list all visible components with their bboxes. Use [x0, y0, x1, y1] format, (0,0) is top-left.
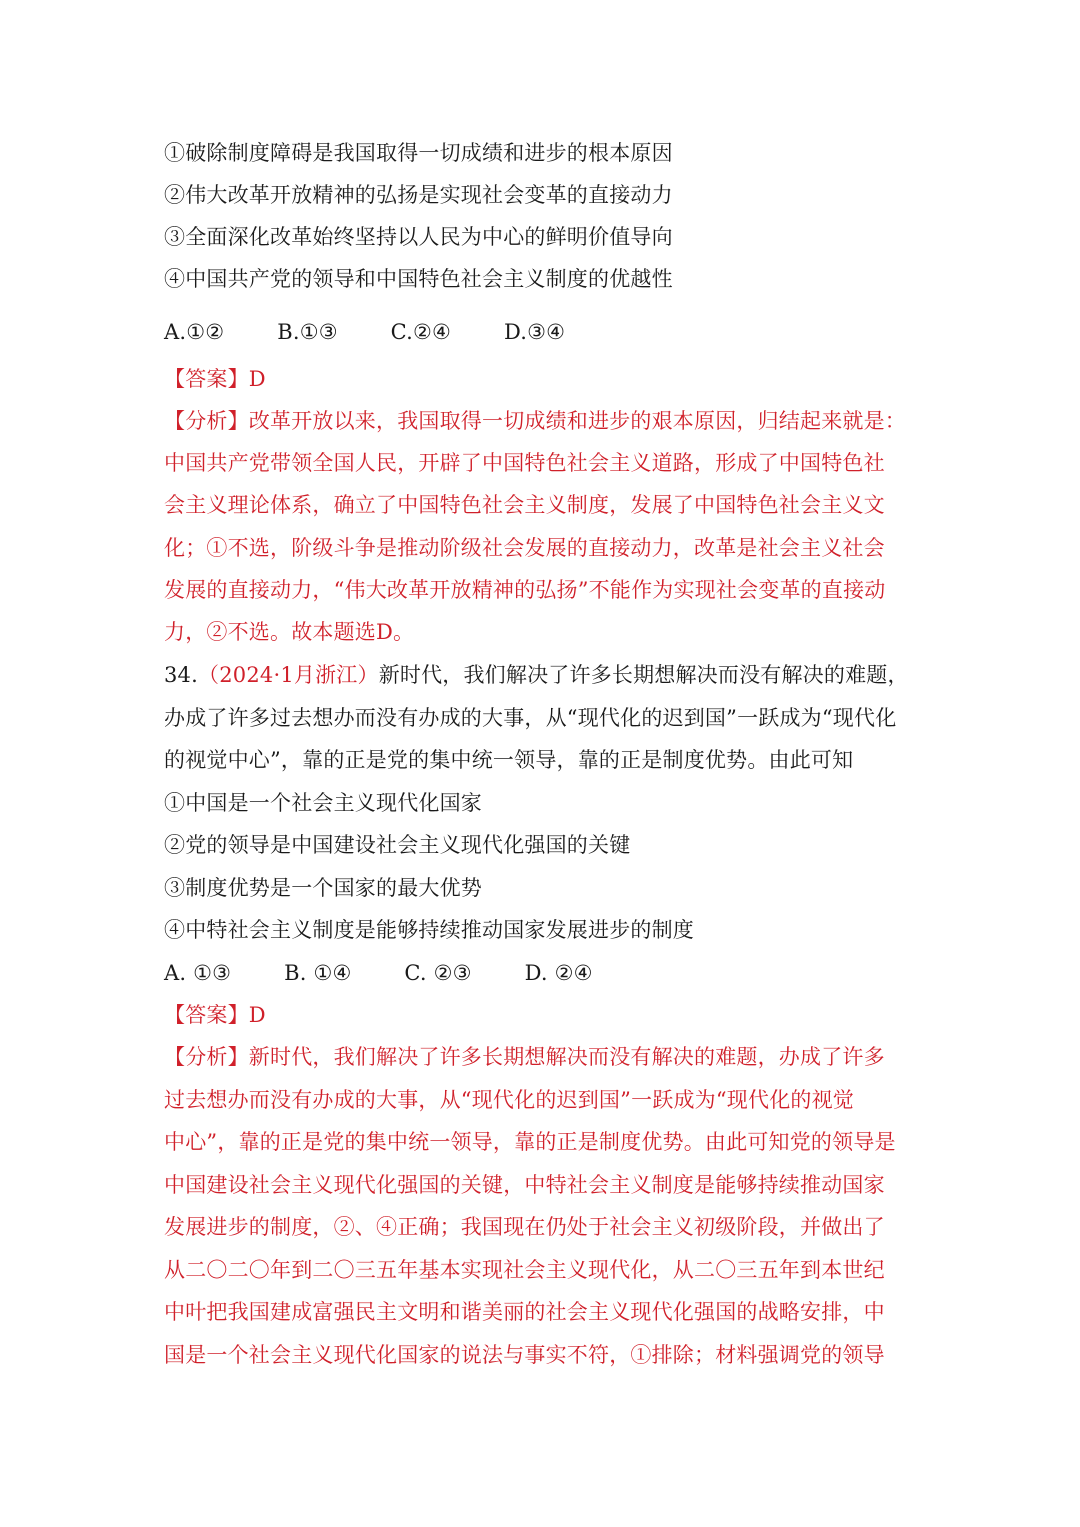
q34-option-b: B. ①④	[284, 961, 352, 985]
q34-stem-line-1	[164, 660, 924, 690]
q34-analysis-line-5: 发展进步的制度，②、④正确；我国现在仍处于社会主义初级阶段，并做出了	[164, 1215, 885, 1239]
q34-analysis-line-1: 【分析】新时代，我们解决了许多长期想解决而没有解决的难题，办成了许多	[164, 1045, 885, 1069]
q33-analysis-line-1: 【分析】改革开放以来，我国取得一切成绩和进步的艰本原因，归结起来就是：	[164, 409, 906, 433]
q33-option-b: B.①③	[277, 320, 338, 344]
q34-analysis-line-7: 中叶把我国建成富强民主文明和谐美丽的社会主义现代化强国的战略安排，中	[164, 1300, 885, 1324]
q33-analysis-line-3: 会主义理论体系，确立了中国特色社会主义制度，发展了中国特色社会主义文	[164, 493, 885, 517]
q33-statement-4: ④中国共产党的领导和中国特色社会主义制度的优越性	[164, 267, 673, 291]
q34-analysis-line-2: 过去想办而没有办成的大事，从“现代化的迟到国”一跃成为“现代化的视觉	[164, 1088, 855, 1112]
q33-option-d: D.③④	[503, 320, 566, 344]
q34-options	[164, 958, 924, 988]
q34-analysis-line-3: 中心”，靠的正是党的集中统一领导，靠的正是制度优势。由此可知党的领导是	[164, 1130, 896, 1154]
q34-statement-2: ②党的领导是中国建设社会主义现代化强国的关键	[164, 833, 631, 857]
q34-analysis-line-6: 从二〇二〇年到二〇三五年基本实现社会主义现代化，从二〇三五年到本世纪	[164, 1258, 885, 1282]
q33-answer: 【答案】D	[164, 367, 266, 391]
q33-options	[164, 317, 924, 347]
q34-statement-3: ③制度优势是一个国家的最大优势	[164, 876, 482, 900]
q34-statement-4: ④中特社会主义制度是能够持续推动国家发展进步的制度	[164, 918, 694, 942]
q34-stem-line-2: 办成了许多过去想办而没有办成的大事，从“现代化的迟到国”一跃成为“现代化	[164, 706, 897, 730]
q33-statement-1: ①破除制度障碍是我国取得一切成绩和进步的根本原因	[164, 141, 673, 165]
q34-answer: 【答案】D	[164, 1003, 266, 1027]
q33-option-c: C.②④	[390, 320, 452, 344]
q34-analysis-line-8: 国是一个社会主义现代化国家的说法与事实不符，①排除；材料强调党的领导	[164, 1343, 885, 1367]
q34-stem-text-1: 新时代，我们解决了许多长期想解决而没有解决的难题，	[378, 663, 909, 687]
q34-option-a: A. ①③	[164, 961, 232, 985]
q33-statement-2: ②伟大改革开放精神的弘扬是实现社会变革的直接动力	[164, 183, 673, 207]
q33-statement-3: ③全面深化改革始终坚持以人民为中心的鲜明价值导向	[164, 225, 673, 249]
q34-option-c: C. ②③	[404, 961, 472, 985]
q34-number: 34.	[164, 663, 198, 687]
q33-analysis-line-6: 力，②不选。故本题选D。	[164, 620, 415, 644]
q34-analysis-line-4: 中国建设社会主义现代化强国的关键，中特社会主义制度是能够持续推动国家	[164, 1173, 885, 1197]
q33-analysis-line-2: 中国共产党带领全国人民，开辟了中国特色社会主义道路，形成了中国特色社	[164, 451, 885, 475]
q33-analysis-line-4: 化；①不选，阶级斗争是推动阶级社会发展的直接动力，改革是社会主义社会	[164, 536, 885, 560]
q34-option-d: D. ②④	[524, 961, 593, 985]
q33-option-a: A.①②	[164, 320, 225, 344]
q34-stem-line-3: 的视觉中心”，靠的正是党的集中统一领导，靠的正是制度优势。由此可知	[164, 748, 854, 772]
q33-analysis-line-5: 发展的直接动力，“伟大改革开放精神的弘扬”不能作为实现社会变革的直接动	[164, 578, 886, 602]
q34-statement-1: ①中国是一个社会主义现代化国家	[164, 791, 482, 815]
q34-source: （2024·1月浙江）	[198, 663, 379, 687]
